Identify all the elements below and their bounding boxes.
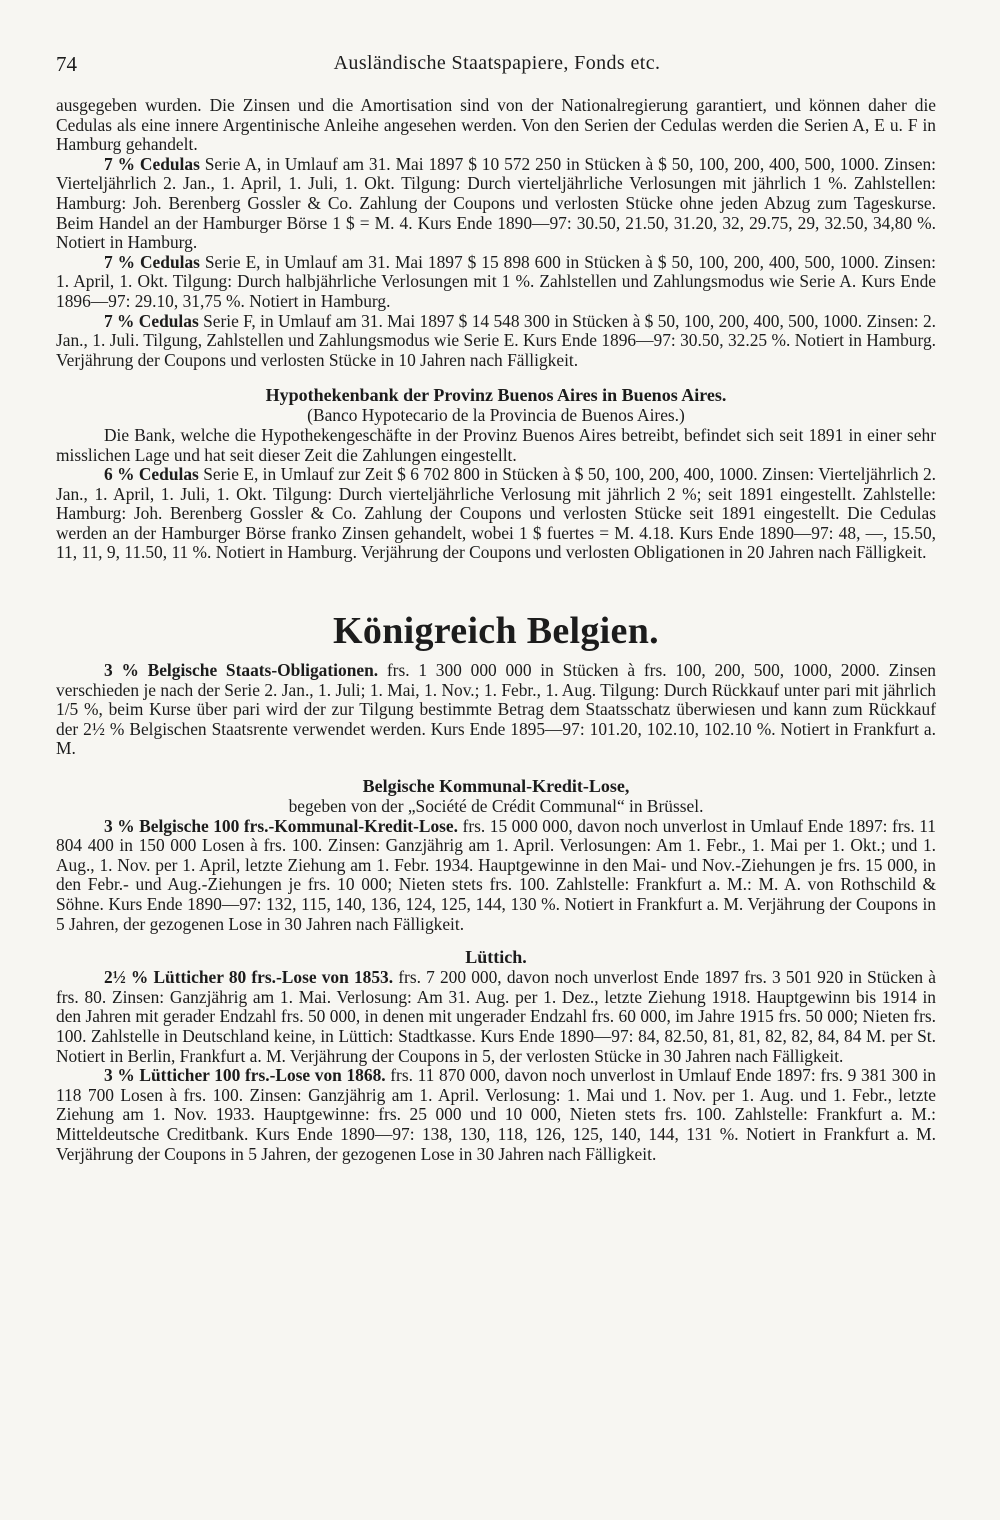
paragraph xyxy=(56,155,936,253)
paragraph: ausgegeben wurden. Die Zinsen und die Amortisation sind von der Nationalregierung garantiert, und können daher die Cedulas als eine innere Argentinische Anleihe angesehen werden. Von den Serien der Cedulas werden die Serien A, E u. F in Hamburg gehandelt. xyxy=(56,95,936,155)
section-title: Belgische Kommunal-Kredit-Lose, xyxy=(362,776,630,797)
entry-text: frs. 15 000 000, davon noch unverlost in Umlauf Ende 1897: frs. 11 804 400 in 150 000 Losen à frs. 100. Zinsen: Ganzjährig am 1. April. Verlosungen: Am 1. Febr., 1. Mai per 1. Okt.; und 1. Aug., 1. Nov. per 1. April, letzte Ziehung am 1. Febr. 1934. Hauptgewinne in den Mai- und Nov.-Ziehungen je frs. 15 000, in den Febr.- und Aug.-Ziehungen je frs. 10 000; Nieten stets frs. 100. Zahlstelle: Frankfurt a. M.: M. A. von Rothschild & Söhne. Kurs Ende 1890—97: 132, 115, 140, 136, 124, 125, 144, 130 %. Notiert in Frankfurt a. M. Verjährung der Coupons in 5 Jahren, der gezogenen Lose in 30 Jahren nach Fälligkeit. xyxy=(56,815,936,934)
entry-text: Serie A, in Umlauf am 31. Mai 1897 $ 10 572 250 in Stücken à $ 50, 100, 200, 400, 500, 1000. Zinsen: Vierteljährlich 2. Jan., 1. April, 1. Juli, 1. Okt. Tilgung: Durch vierteljährliche Verlosungen mit jährlich 1 %. Zahlstellen: Hamburg: Joh. Berenberg Gossler & Co. Zahlung der Coupons und verlosten Stücke ohne jeden Abzug zum Tageskurse. Beim Handel an der Hamburger Börse 1 $ = M. 4. Kurs Ende 1890—97: 30.50, 21.50, 31.20, 32, 29.75, 29, 32.50, 34,80 %. Notiert in Hamburg. xyxy=(56,153,936,253)
entry-lead: 6 % Cedulas xyxy=(104,464,199,485)
paragraph xyxy=(56,253,936,312)
entry-text: frs. 11 870 000, davon noch unverlost in Umlauf Ende 1897: frs. 9 381 300 in 118 700 Losen à frs. 100. Zinsen: Ganzjährig am 1. April. Verlosung: 1. Mai und 1. Nov. per 1. Aug. und 1. Febr., letzte Ziehung am 1. Nov. 1933. Hauptgewinne: frs. 25 000 und 10 000, Nieten stets frs. 100. Zahlstelle: Frankfurt a. M.: Mitteldeutsche Creditbank. Kurs Ende 1890—97: 138, 130, 118, 126, 125, 140, 144, 131 %. Notiert in Frankfurt a. M. Verjährung der Coupons in 5 Jahren, der gezogenen Lose in 30 Jahren nach Fälligkeit. xyxy=(56,1065,936,1164)
entry-lead: 2½ % Lütticher 80 frs.-Lose von 1853. xyxy=(104,967,394,988)
entry-lead: 3 % Belgische 100 frs.-Kommunal-Kredit-Lose. xyxy=(104,815,458,836)
paragraph xyxy=(56,1066,936,1164)
section-title: Hypothekenbank der Provinz Buenos Aires in Buenos Aires. xyxy=(265,385,727,406)
page-body xyxy=(56,96,936,1164)
entry-lead: 7 % Cedulas xyxy=(104,310,199,331)
entry-text: Serie F, in Umlauf am 31. Mai 1897 $ 14 548 300 in Stücken à $ 50, 100, 200, 400, 500, 1000. Zinsen: 2. Jan., 1. Juli. Tilgung, Zahlstellen und Zahlungsmodus wie Serie E. Kurs Ende 1896—97: 30.50, 32.25 %. Notiert in Hamburg. Verjährung der Coupons und verlosten Stücke in 10 Jahren nach Fälligkeit. xyxy=(56,310,936,370)
page-header xyxy=(56,52,938,82)
spacer xyxy=(56,759,936,775)
entry-text: Serie E, in Umlauf am 31. Mai 1897 $ 15 898 600 in Stücken à $ 50, 100, 200, 400, 500, 1000. Zinsen: 1. April, 1. Okt. Tilgung: Durch halbjährliche Verlosungen mit 1 %. Zahlstellen und Zahlungsmodus wie Serie A. Kurs Ende 1896—97: 29.10, 31,75 %. Notiert in Hamburg. xyxy=(56,251,936,311)
paragraph: Die Bank, welche die Hypothekengeschäfte in der Provinz Buenos Aires betreibt, befindet sich seit 1891 in einer sehr misslichen Lage und hat seit dieser Zeit die Zahlungen eingestellt. xyxy=(56,424,936,465)
section-subtitle: begeben von der „Société de Crédit Communal“ in Brüssel. xyxy=(288,796,704,817)
entry-lead: 3 % Belgische Staats-Obligationen. xyxy=(104,660,379,681)
entry-lead: 7 % Cedulas xyxy=(104,153,200,174)
page-number: 74 xyxy=(56,52,77,76)
entry-lead: 3 % Lütticher 100 frs.-Lose von 1868. xyxy=(104,1065,386,1086)
paragraph xyxy=(56,661,936,759)
entry-lead: 7 % Cedulas xyxy=(104,251,200,272)
spacer xyxy=(56,934,936,946)
entry-text: frs. 1 300 000 000 in Stücken à frs. 100, 200, 500, 1000, 2000. Zinsen verschieden je nach der Serie 2. Jan., 1. Juli; 1. Mai, 1. Nov.; 1. Febr., 1. Aug. Tilgung: Durch Rückkauf unter pari mit jährlich 1/5 %, beim Kurse über pari wird der zur Tilgung bestimmte Betrag dem Staatsschatz überwiesen und kann zum Rückkauf der 2½ % Belgischen Staatsrente verwendet werden. Kurs Ende 1895—97: 101.20, 102.10, 102.10 %. Notiert in Frankfurt a. M. xyxy=(56,660,936,759)
section-subtitle: (Banco Hypotecario de la Provincia de Buenos Aires.) xyxy=(307,405,685,426)
paragraph xyxy=(56,465,936,563)
entry-text: Serie E, in Umlauf zur Zeit $ 6 702 800 in Stücken à $ 50, 100, 200, 400, 1000. Zinsen: Vierteljährlich 2. Jan., 1. April, 1. Juli, 1. Okt. Tilgung: Durch vierteljährliche Verlosung mit jährlich 2 %; seit 1891 eingestellt. Zahlstelle: Hamburg: Joh. Berenberg Gossler & Co. Zahlung der Coupons und verlosten Stücke seit 1891 eingestellt. Die Cedulas werden an der Hamburger Börse franko Zinsen gehandelt, wobei 1 $ fuertes = M. 4.18. Kurs Ende 1890—97: 48, —, 15.50, 11, 11, 9, 11.50, 11 %. Notiert in Hamburg. Verjährung der Coupons und verlosten Obligationen in 20 Jahren nach Fälligkeit. xyxy=(56,464,936,563)
paragraph xyxy=(56,817,936,935)
country-heading: Königreich Belgien. xyxy=(333,610,659,653)
paragraph xyxy=(56,968,936,1066)
running-title: Ausländische Staatspapiere, Fonds etc. xyxy=(333,52,661,74)
section-title: Lüttich. xyxy=(465,947,527,968)
entry-text: frs. 7 200 000, davon noch unverlost Ende 1897 frs. 3 501 920 in Stücken à frs. 80. Zinsen: Ganzjährig am 1. Mai. Verlosung: Am 31. Aug. per 1. Dez., letzte Ziehung 1918. Hauptgewinn bis 1914 in den Jahren mit gerader Endzahl frs. 50 000, in denen mit ungerader Endzahl frs. 60 000, im Jahre 1915 frs. 50 000; Nieten frs. 100. Zahlstelle in Deutschland keine, in Lüttich: Stadtkasse. Kurs Ende 1890—97: 84, 82.50, 81, 81, 82, 82, 84, 84 M. per St. Notiert in Berlin, Frankfurt a. M. Verjährung der Coupons in 5, der verlosten Stücke in 30 Jahren nach Fälligkeit. xyxy=(56,967,936,1066)
paragraph xyxy=(56,312,936,371)
